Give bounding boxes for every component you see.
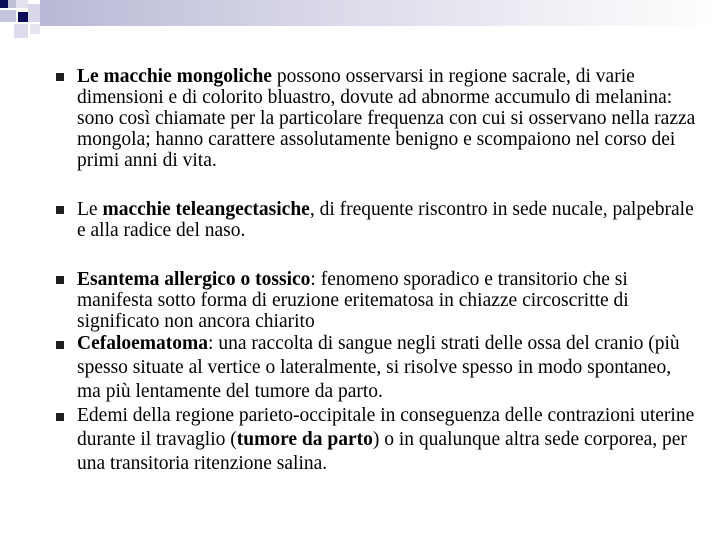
square-bullet-icon	[56, 341, 64, 349]
bullet-item-esantema	[56, 269, 696, 332]
bullet-item-cefaloematoma	[56, 332, 696, 404]
description-text: possono osservarsi in regione sacrale, di varie dimensioni e di colorito bluastro, dovute ad abnorme accumulo di melanina: sono così chiamate per la particolare frequenza con cui si osservano nella razza mongola; hanno carattere assolutamente benigno e scompaiono nel corso dei primi anni di vita.	[77, 66, 696, 171]
decorative-square	[14, 24, 28, 38]
square-bullet-icon	[56, 73, 64, 81]
description-text: , di frequente riscontro in sede nucale, palpebrale e alla radice del naso.	[77, 199, 694, 241]
decorative-square	[8, 0, 16, 8]
decorative-square	[0, 0, 8, 8]
description-text: : fenomeno sporadico e transitorio che si manifesta sotto forma di eruzione eritematosa in chiazze circoscritte di significato non ancora chiarito	[77, 269, 629, 332]
term-macchie-teleangectasiche: macchie teleangectasiche	[102, 199, 310, 220]
decorative-square	[16, 0, 28, 8]
header-decoration	[0, 0, 720, 48]
square-bullet-icon	[56, 206, 64, 214]
bullet-item-macchie-mongoliche	[56, 66, 696, 171]
square-bullet-icon	[56, 276, 64, 284]
bullet-item-edemi	[56, 404, 696, 476]
decorative-square	[18, 12, 28, 22]
header-gradient-band	[40, 0, 720, 26]
bullet-item-macchie-teleangectasiche	[56, 199, 696, 241]
description-text: : una raccolta di sangue negli strati delle ossa del cranio (più spesso situate al vertice o lateralmente, si risolve spesso in modo spontaneo, ma più lentamente del tumore da parto.	[77, 333, 680, 402]
slide-content	[56, 66, 696, 476]
term-esantema: Esantema allergico o tossico	[77, 269, 311, 290]
description-text: ) o in qualunque altra sede corporea, per una transitoria ritenzione salina.	[77, 429, 687, 474]
square-bullet-icon	[56, 413, 64, 421]
prefix-text: Le	[77, 199, 103, 220]
decorative-square	[30, 24, 40, 34]
decorative-square	[28, 4, 40, 22]
term-cefaloematoma: Cefaloematoma	[77, 333, 209, 354]
decorative-square	[0, 10, 16, 22]
description-text: Edemi della regione parieto-occipitale in conseguenza delle contrazioni uterine durante il travaglio (	[77, 405, 695, 450]
term-macchie-mongoliche: Le macchie mongoliche	[77, 66, 272, 87]
term-tumore-da-parto: tumore da parto	[236, 429, 373, 450]
